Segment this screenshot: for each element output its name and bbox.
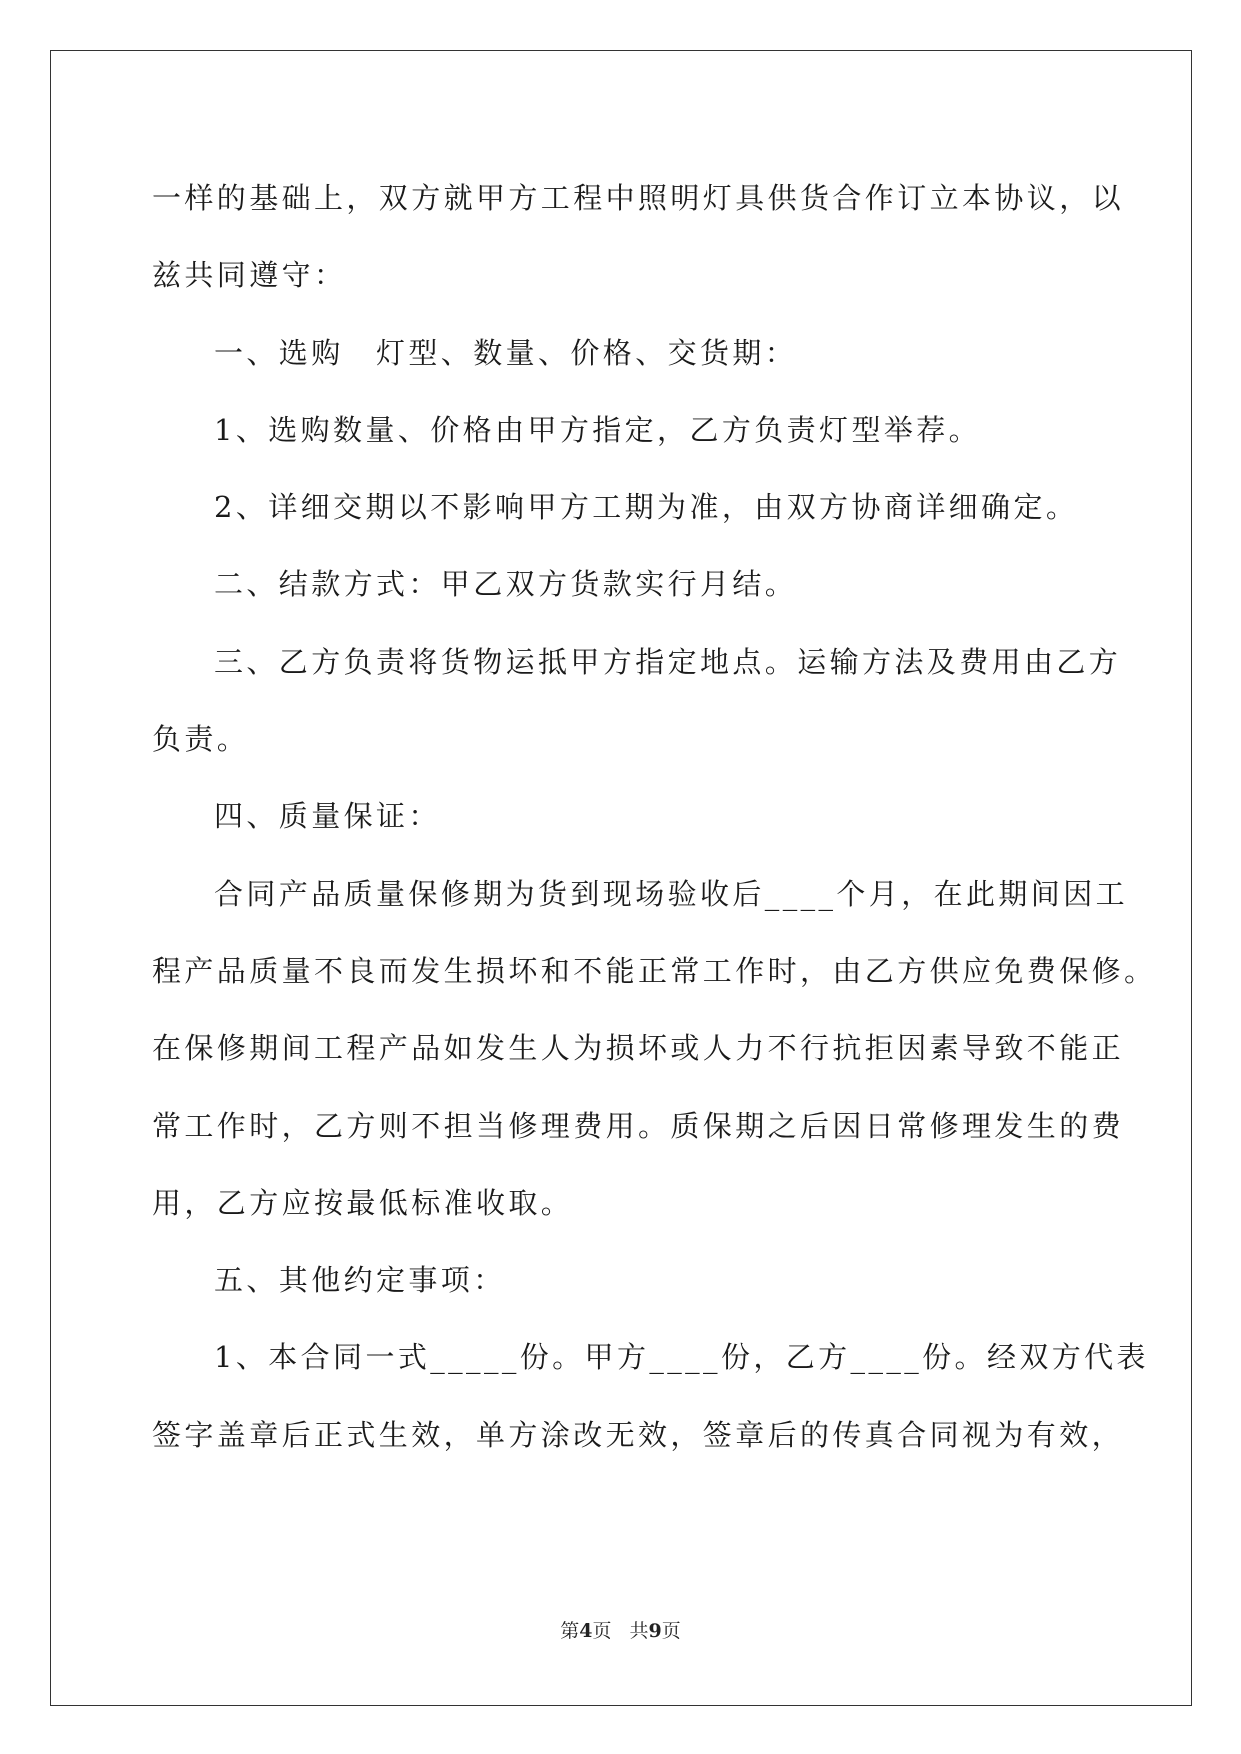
text-line: 1、本合同一式_____份。甲方____份，乙方____份。经双方代表 bbox=[214, 1340, 1149, 1375]
text-line: 程产品质量不良而发生损坏和不能正常工作时，由乙方供应免费保修。 bbox=[152, 953, 1157, 988]
total-prefix: 共 bbox=[629, 1620, 649, 1642]
text-line: 签字盖章后正式生效，单方涂改无效，签章后的传真合同视为有效， bbox=[152, 1417, 1125, 1452]
section-heading: 二、结款方式：甲乙双方货款实行月结。 bbox=[214, 567, 798, 602]
text-line: 用，乙方应按最低标准收取。 bbox=[152, 1185, 574, 1220]
text-line: 1、选购数量、价格由甲方指定，乙方负责灯型举荐。 bbox=[214, 412, 982, 447]
section-heading: 五、其他约定事项： bbox=[214, 1263, 506, 1298]
text-line: 合同产品质量保修期为货到现场验收后____个月，在此期间因工 bbox=[214, 876, 1129, 911]
page-number: 4 bbox=[579, 1620, 593, 1642]
text-line: 兹共同遵守： bbox=[152, 258, 347, 293]
page-footer bbox=[0, 1616, 1241, 1643]
total-suffix: 页 bbox=[661, 1620, 681, 1642]
total-pages: 9 bbox=[648, 1620, 662, 1642]
section-heading: 一、选购 灯型、数量、价格、交货期： bbox=[214, 335, 798, 370]
text-line: 常工作时，乙方则不担当修理费用。质保期之后因日常修理发生的费 bbox=[152, 1108, 1125, 1143]
section-heading: 四、质量保证： bbox=[214, 799, 441, 834]
text-line: 负责。 bbox=[152, 722, 250, 757]
document-body bbox=[152, 160, 1157, 1474]
text-line: 在保修期间工程产品如发生人为损坏或人力不行抗拒因素导致不能正 bbox=[152, 1031, 1125, 1066]
text-line: 2、详细交期以不影响甲方工期为准，由双方协商详细确定。 bbox=[214, 490, 1079, 525]
page-prefix: 第 bbox=[560, 1620, 580, 1642]
section-heading: 三、乙方负责将货物运抵甲方指定地点。运输方法及费用由乙方 bbox=[214, 644, 1122, 679]
text-line: 一样的基础上，双方就甲方工程中照明灯具供货合作订立本协议，以 bbox=[152, 181, 1125, 215]
page-suffix: 页 bbox=[592, 1620, 612, 1642]
